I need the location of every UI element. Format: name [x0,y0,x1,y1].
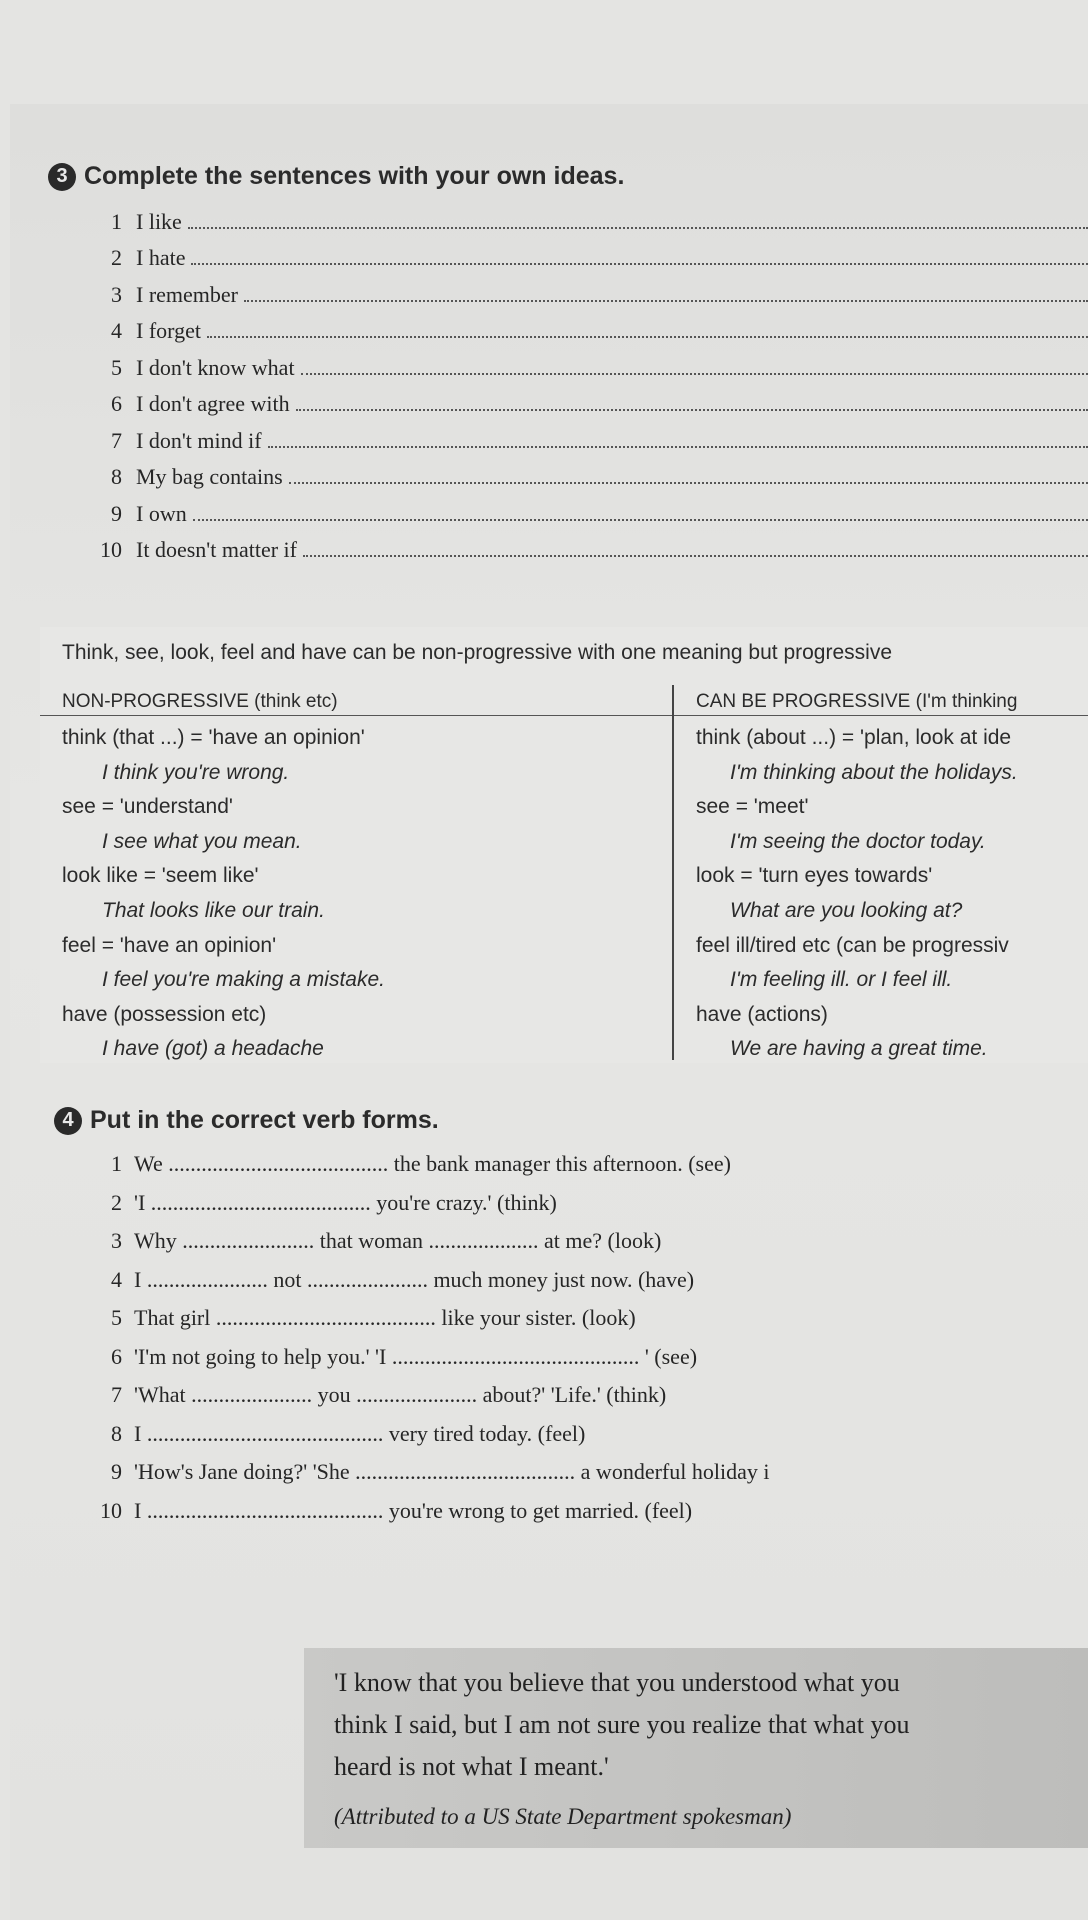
item-number: 6 [111,391,122,416]
item-sentence[interactable]: I ........................................... very tired today. (feel) [134,1420,586,1446]
table-row [40,790,1088,825]
item-prompt: I don't agree with [136,391,290,416]
item-prompt: I forget [136,318,201,343]
exercise-3-heading [48,162,624,191]
item-number: 10 [100,1497,122,1523]
rule-cell: have (actions) [696,1002,828,1026]
table-row [40,859,1088,894]
answer-line[interactable] [191,263,1088,265]
exercise-number-badge: 4 [54,1107,82,1135]
list-item[interactable] [84,417,1088,454]
list-item[interactable] [84,490,1088,527]
table-row [40,721,1088,756]
exercise-title: Put in the correct verb forms. [90,1106,439,1134]
item-number: 9 [111,1459,122,1484]
list-item[interactable] [84,381,1088,418]
item-number: 8 [111,464,122,489]
quote-line: think I said, but I am not sure you realize that what you [334,1710,910,1739]
list-item[interactable] [84,1186,1088,1225]
item-number: 1 [111,1151,122,1176]
item-number: 6 [111,1343,122,1369]
table-row [40,963,1088,998]
item-sentence[interactable]: 'I'm not going to help you.' 'I ............................................. ' (see) [134,1343,698,1369]
item-number: 7 [111,1382,122,1407]
list-item[interactable] [84,1378,1088,1417]
item-sentence[interactable]: 'How's Jane doing?' 'She ........................................ a wonderful holiday i [134,1459,770,1484]
list-item[interactable] [84,1147,1088,1186]
list-item[interactable] [84,1301,1088,1340]
exercise-number-badge: 3 [48,163,76,191]
item-prompt: My bag contains [136,464,283,489]
answer-line[interactable] [289,482,1088,484]
rule-cell: have (possession etc) [62,1002,267,1026]
example-cell: That looks like our train. [102,898,325,922]
quote-line: 'I know that you believe that you understood what you [334,1668,900,1697]
item-number: 3 [111,1228,122,1253]
rule-cell: think (that ...) = 'have an opinion' [62,726,365,749]
answer-line[interactable] [301,373,1088,375]
quote-attribution: (Attributed to a US State Department spokesman) [334,1804,792,1829]
item-number: 1 [111,208,122,234]
item-number: 2 [111,245,122,270]
table-row [40,929,1088,964]
item-prompt: It doesn't matter if [136,537,297,562]
list-item[interactable] [84,1455,1088,1494]
column-header-non-progressive: NON-PROGRESSIVE (think etc) [62,691,338,712]
list-item[interactable] [84,527,1088,564]
answer-line[interactable] [193,519,1088,521]
table-row [40,998,1088,1033]
item-sentence[interactable]: That girl ........................................ like your sister. (look) [134,1305,636,1330]
list-item[interactable] [84,308,1088,345]
exercise-4-list [84,1147,1088,1532]
column-header-progressive: CAN BE PROGRESSIVE (I'm thinking [696,691,1018,712]
item-sentence[interactable]: We ........................................ the bank manager this afternoon. (see) [134,1151,731,1176]
item-number: 4 [111,318,122,343]
table-header [40,685,1088,716]
item-number: 2 [111,1189,122,1215]
example-cell: I'm thinking about the holidays. [730,760,1018,784]
item-number: 7 [111,427,122,453]
item-sentence[interactable]: I ........................................... you're wrong to get married. (feel) [134,1497,693,1523]
table-row [40,825,1088,860]
item-prompt: I own [136,500,187,526]
list-item[interactable] [84,235,1088,272]
example-cell: I'm seeing the doctor today. [730,829,986,853]
rule-cell: think (about ...) = 'plan, look at ide [696,726,1012,749]
answer-line[interactable] [188,227,1088,229]
example-cell: We are having a great time. [730,1037,988,1061]
list-item[interactable] [84,344,1088,381]
example-cell: I see what you mean. [102,829,302,853]
item-prompt: I remember [136,281,238,307]
exercise-3-list [84,198,1088,563]
list-item[interactable] [84,1263,1088,1302]
table-row [40,894,1088,929]
exercise-4-heading [54,1106,439,1135]
item-sentence[interactable]: Why ........................ that woman .................... at me? (look) [134,1228,662,1253]
item-prompt: I hate [136,245,186,270]
table-row [40,756,1088,791]
item-number: 9 [111,500,122,526]
example-cell: What are you looking at? [730,898,963,922]
item-number: 8 [111,1420,122,1446]
list-item[interactable] [84,1224,1088,1263]
rule-cell: see = 'understand' [62,795,233,819]
quote-box [304,1648,1088,1848]
example-cell: I'm feeling ill. or I feel ill. [730,968,953,992]
list-item[interactable] [84,198,1088,235]
item-number: 10 [100,537,122,562]
answer-line[interactable] [207,336,1088,338]
item-prompt: I like [136,208,182,234]
item-sentence[interactable]: 'I ........................................ you're crazy.' (think) [134,1189,557,1215]
grammar-box-title: Think, see, look, feel and have can be non-progressive with one meaning but progressive [62,641,892,664]
item-number: 4 [111,1266,122,1292]
quote-line: heard is not what I meant.' [334,1752,609,1781]
item-number: 5 [111,1305,122,1330]
answer-line[interactable] [303,555,1088,557]
grammar-table [40,721,1088,1067]
answer-line[interactable] [244,300,1088,302]
list-item[interactable] [84,1494,1088,1533]
exercise-title: Complete the sentences with your own ideas. [84,162,625,190]
item-sentence[interactable]: I ...................... not ...................... much money just now. (have) [134,1266,695,1292]
answer-line[interactable] [268,446,1088,448]
example-cell: I think you're wrong. [102,760,290,784]
list-item[interactable] [84,454,1088,491]
table-row [40,1032,1088,1067]
rule-cell: feel = 'have an opinion' [62,933,277,957]
grammar-box [40,627,1088,1063]
item-sentence[interactable]: 'What ...................... you ...................... about?' 'Life.' (think) [134,1382,667,1407]
rule-cell: see = 'meet' [696,795,809,819]
list-item[interactable] [84,1340,1088,1379]
item-prompt: I don't know what [136,354,295,380]
item-number: 5 [111,354,122,380]
rule-cell: feel ill/tired etc (can be progressiv [696,933,1009,957]
item-number: 3 [111,281,122,307]
rule-cell: look = 'turn eyes towards' [696,864,933,888]
answer-line[interactable] [296,409,1088,411]
list-item[interactable] [84,1417,1088,1456]
item-prompt: I don't mind if [136,427,262,453]
list-item[interactable] [84,271,1088,308]
example-cell: I feel you're making a mistake. [102,968,385,992]
example-cell: I have (got) a headache [102,1037,324,1061]
rule-cell: look like = 'seem like' [62,864,259,888]
